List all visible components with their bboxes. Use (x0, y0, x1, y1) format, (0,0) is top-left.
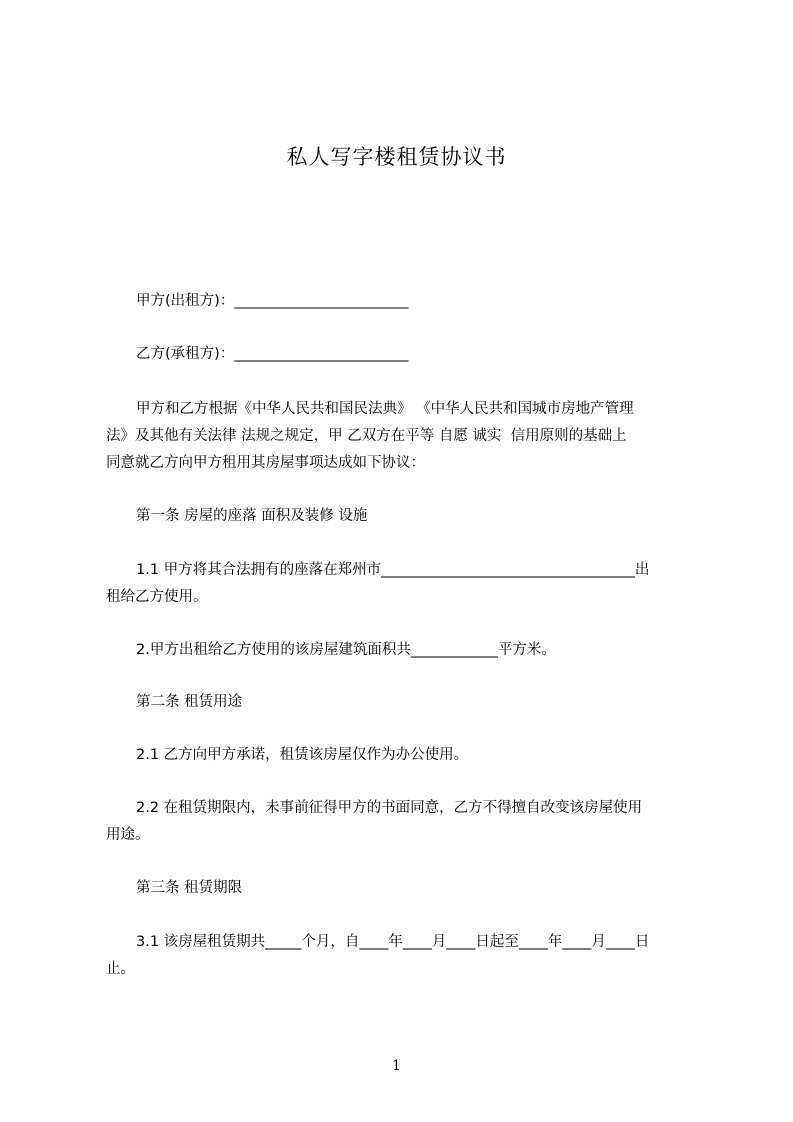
party-a-line: 甲方(出租方)：________________________ (136, 293, 409, 309)
clause-2-1: 2.1 乙方向甲方承诺，租赁该房屋仅作为办公使用。 (136, 747, 469, 763)
document-title: 私人写字楼租赁协议书 (286, 145, 507, 169)
preamble-line-1: 甲方和乙方根据《中华人民共和国民法典》 《中华人民共和国城市房地产管理 (136, 401, 634, 417)
page-number: 1 (392, 1058, 401, 1074)
clause-3-1-line-2: 止。 (106, 961, 135, 977)
clause-1-2: 2.甲方出租给乙方使用的该房屋建筑面积共____________平方米。 (136, 642, 556, 658)
clause-2-2-line-1: 2.2 在租赁期限内，未事前征得甲方的书面同意，乙方不得擅自改变该房屋使用 (136, 800, 643, 816)
clause-1-1-line-1: 1.1 甲方将其合法拥有的座落在郑州市___________________________________出 (136, 562, 650, 578)
clause-3-1-line-1: 3.1 该房屋租赁期共_____个月，自____年____月____日起至____年____月____日 (136, 934, 650, 950)
preamble-line-3: 同意就乙方向甲方租用其房屋事项达成如下协议： (106, 455, 425, 471)
party-b-line: 乙方(承租方)：________________________ (136, 346, 409, 362)
article-2-heading: 第二条 租赁用途 (136, 694, 243, 710)
preamble-line-2: 法》及其他有关法律 法规之规定，甲 乙双方在平等 自愿 诚实 信用原则的基础上 (106, 428, 627, 444)
article-3-heading: 第三条 租赁期限 (136, 880, 243, 896)
clause-2-2-line-2: 用途。 (106, 827, 150, 843)
clause-1-1-line-2: 租给乙方使用。 (106, 589, 208, 605)
article-1-heading: 第一条 房屋的座落 面积及装修 设施 (136, 508, 368, 524)
